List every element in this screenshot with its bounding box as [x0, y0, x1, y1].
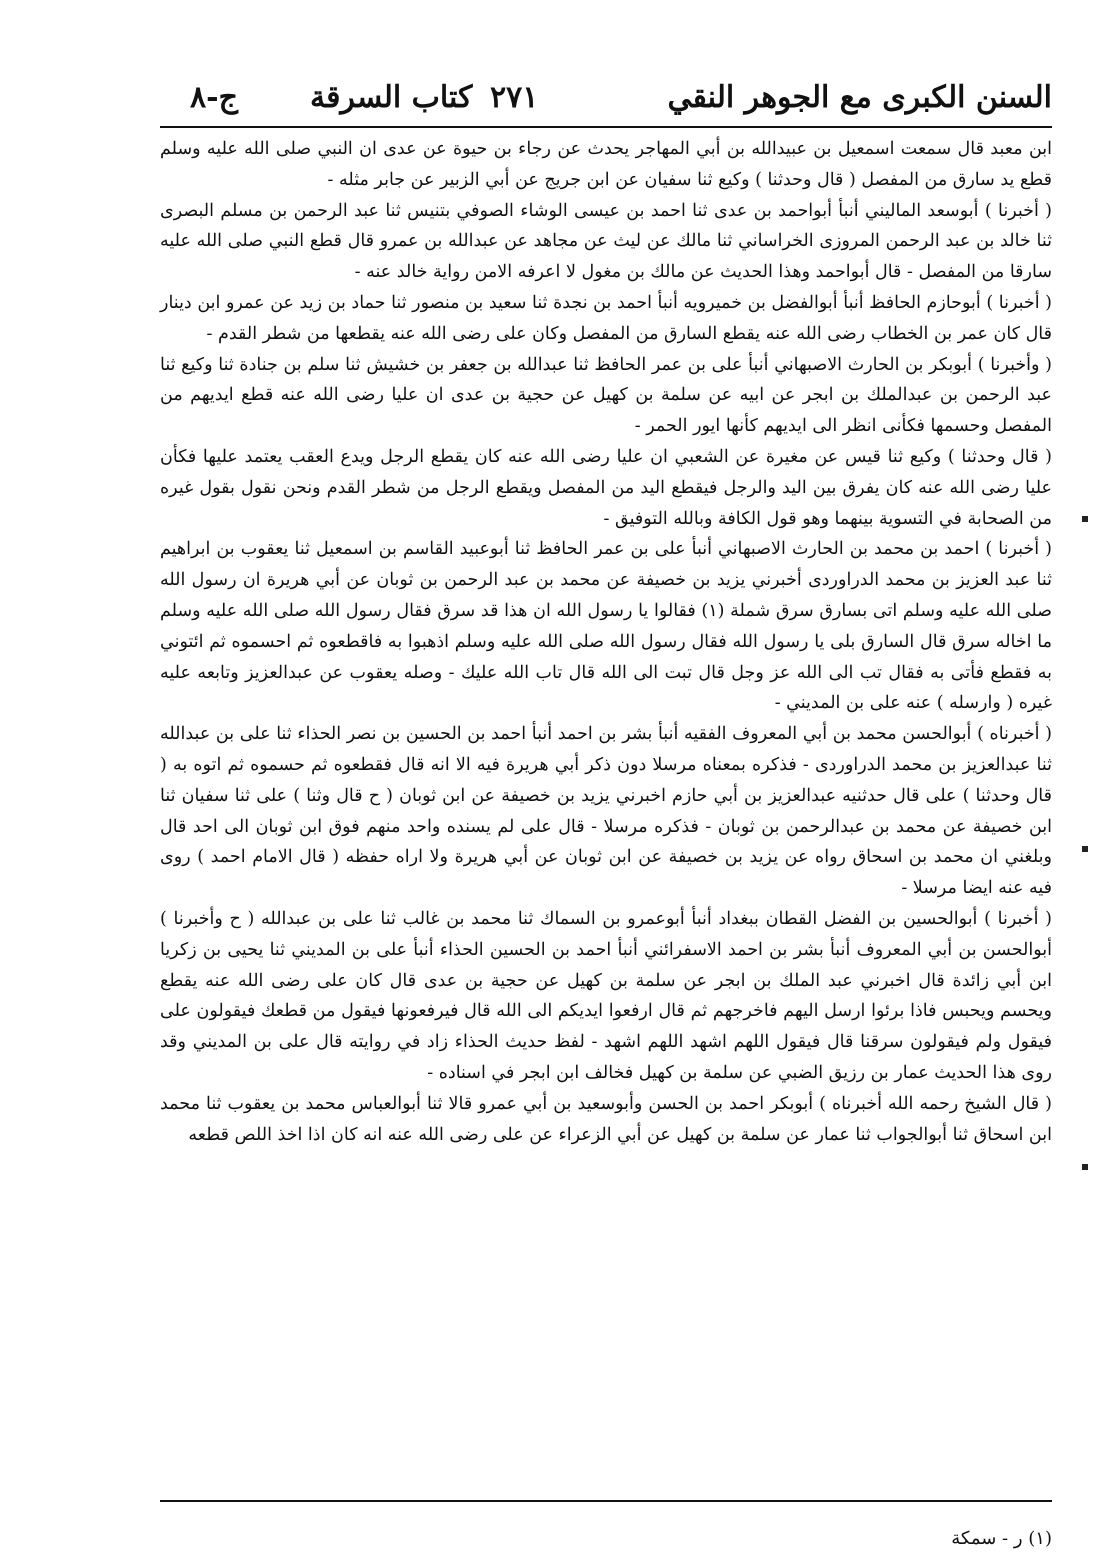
- paragraph: ابن معبد قال سمعت اسمعيل بن عبيدالله بن أبي المهاجر يحدث عن رجاء بن حيوة عن عدى ان النبي صلى الله عليه وسلم قطع يد سارق من المفصل ( قال وحدثنا ) وكيع ثنا سفيان عن ابن جريج عن أبي الزبير عن جابر مثله -: [160, 139, 1052, 190]
- body-text: [160, 134, 1052, 1150]
- footnote-divider: [160, 1500, 1052, 1502]
- document-page: [160, 78, 1052, 1150]
- paragraph: ( أخبرنا ) أبوسعد الماليني أنبأ أبواحمد بن عدى ثنا احمد بن عيسى الوشاء الصوفي بتنيس ثنا عبد الرحمن بن مسلم البصرى ثنا خالد بن عبد الرحمن المروزى الخراساني ثنا مالك عن ليث عن مجاهد عن عبدالله بن عمرو قال قطع النبي صلى الله عليه سارقا من المفصل - قال أبواحمد وهذا الحديث عن مالك بن مغول لا اعرفه الامن رواية خالد عنه -: [160, 200, 1052, 283]
- paragraph: ( وأخبرنا ) أبوبكر بن الحارث الاصبهاني أنبأ على بن عمر الحافظ ثنا عبدالله بن جعفر بن خشيش ثنا سلم بن جنادة ثنا وكيع ثنا عبد الرحمن بن عبدالملك بن ابجر عن ابيه عن سلمة بن كهيل عن حجية بن عدى ان عليا رضى الله عنه قطع ايديهم من المفصل وحسمها فكأنى انظر الى ايديهم كأنها ايور الحمر -: [160, 354, 1052, 437]
- margin-mark: [1082, 516, 1088, 522]
- running-title: السنن الكبرى مع الجوهر النقي: [667, 80, 1052, 115]
- page-number: ٢٧١: [490, 80, 539, 115]
- paragraph: ( قال وحدثنا ) وكيع ثنا قيس عن مغيرة عن الشعبي ان عليا رضى الله عنه كان يقطع الرجل ويدع العقب يعتمد عليها فكأن عليا رضى الله عنه كان يفرق بين اليد والرجل فيقطع اليد من المفصل ويقطع الرجل من شطر القدم ونحن نقول بقول غيره من الصحابة في التسوية بينهما وهو قول الكافة وبالله التوفيق -: [160, 446, 1052, 529]
- paragraph: ( أخبرناه ) أبوالحسن محمد بن أبي المعروف الفقيه أنبأ بشر بن احمد أنبأ احمد بن الحسين بن نصر الحذاء ثنا على بن عبدالله ثنا عبدالعزيز بن محمد الدراوردى - فذكره بمعناه مرسلا دون ذكر أبي هريرة فيه الا انه قال فقطعوه ثم حسموه ثم اتوه به ( قال وحدثنا ) على قال حدثنيه عبدالعزيز بن أبي حازم اخبرني يزيد بن خصيفة عن ابن ثوبان ( ح قال وثنا ) على ثنا سفيان ثنا ابن خصيفة عن محمد بن عبدالرحمن بن ثوبان - فذكره مرسلا - قال على لم يسنده واحد منهم فوق ابن ثوبان الى احد قال وبلغني ان محمد بن اسحاق رواه عن يزيد بن خصيفة عن ابن ثوبان عن أبي هريرة ولا اراه حفظه ( قال الامام احمد ) روى فيه عنه ايضا مرسلا -: [160, 724, 1052, 899]
- footnote: (١) ر - سمكة: [951, 1528, 1052, 1549]
- book-title: كتاب السرقة: [310, 80, 473, 115]
- page-header: [160, 78, 1052, 128]
- paragraph: ( أخبرنا ) احمد بن محمد بن الحارث الاصبهاني أنبأ على بن عمر الحافظ ثنا أبوعبيد القاسم بن اسمعيل ثنا يعقوب بن ابراهيم ثنا عبد العزيز بن محمد الدراوردى أخبرني يزيد بن خصيفة عن محمد بن عبد الرحمن بن ثوبان عن أبي هريرة ان رسول الله صلى الله عليه وسلم اتى بسارق سرق شملة (١) فقالوا يا رسول الله ان هذا قد سرق فقال رسول الله صلى الله عليه وسلم ما اخاله سرق قال السارق بلى يا رسول الله فقال رسول الله صلى الله عليه وسلم اذهبوا به فاقطعوه ثم احسموه ثم ائتوني به فقطع فأتى به فقال تب الى الله عز وجل قال تبت الى الله قال تاب الله عليك - وصله يعقوب عن عبدالعزيز وتابعه عليه غيره ( وارسله ) عنه على بن المديني -: [160, 539, 1053, 714]
- margin-mark: [1082, 846, 1088, 852]
- margin-mark: [1082, 1164, 1088, 1170]
- volume-label: ج-٨: [190, 80, 238, 115]
- paragraph: ( أخبرنا ) أبوحازم الحافظ أنبأ أبوالفضل بن خميرويه أنبأ احمد بن نجدة ثنا سعيد بن منصور ثنا حماد بن زيد عن عمرو ابن دينار قال كان عمر بن الخطاب رضى الله عنه يقطع السارق من المفصل وكان على رضى الله عنه يقطعها من شطر القدم -: [160, 292, 1052, 344]
- paragraph: ( أخبرنا ) أبوالحسين بن الفضل القطان ببغداد أنبأ أبوعمرو بن السماك ثنا محمد بن غالب ثنا على بن عبدالله ( ح وأخبرنا ) أبوالحسن بن أبي المعروف أنبأ بشر بن احمد الاسفرائني أنبأ احمد بن الحسين الحذاء أنبأ على بن المديني ثنا يحيى بن زكريا ابن أبي زائدة قال اخبرني عبد الملك بن ابجر عن سلمة بن كهيل عن حجية بن عدى قال كان على رضى الله عنه يقطع ويحسم ويحبس فاذا برئوا ارسل اليهم فاخرجهم ثم قال ارفعوا ايديكم الى الله قال فيرفعونها فيقول من قطعك فيقولون على فيقول ولم فيقولون سرقنا قال فيقول اللهم اشهد اللهم اشهد - لفظ حديث الحذاء زاد في روايته قال على بن المديني وقد روى هذا الحديث عمار بن رزيق الضبي عن سلمة بن كهيل فخالف ابن ابجر في اسناده -: [160, 908, 1053, 1083]
- paragraph: ( قال الشيخ رحمه الله أخبرناه ) أبوبكر احمد بن الحسن وأبوسعيد بن أبي عمرو قالا ثنا أبوالعباس محمد بن يعقوب ثنا محمد ابن اسحاق ثنا أبوالجواب ثنا عمار عن سلمة بن كهيل عن أبي الزعراء عن على رضى الله عنه انه كان اذا اخذ اللص قطعه: [160, 1093, 1052, 1145]
